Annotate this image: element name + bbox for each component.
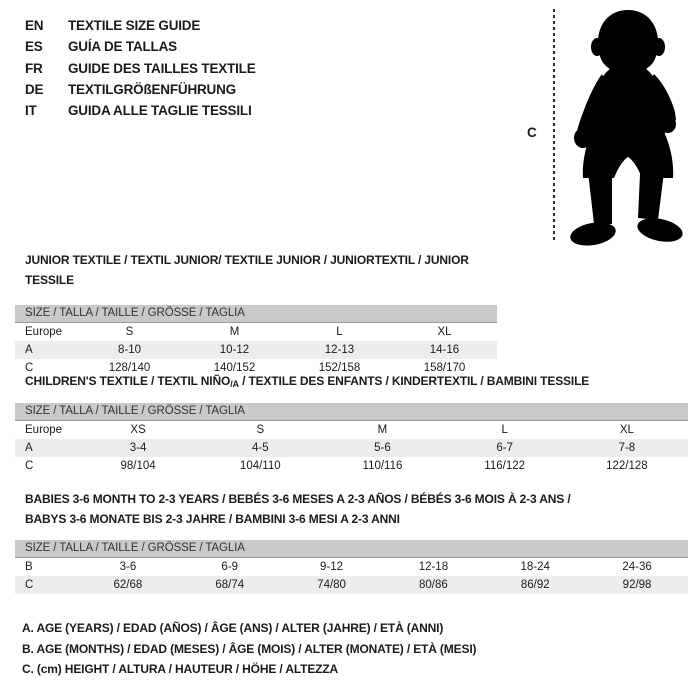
language-title: GUIDA ALLE TAGLIE TESSILI [68, 103, 252, 119]
size-value: 9-12 [320, 560, 344, 573]
size-value: S [256, 423, 265, 436]
size-header: SIZE / TALLA / TAILLE / GRÖSSE / TAGLIA [15, 540, 688, 558]
table-row [15, 439, 688, 457]
table-title-line: BABYS 3-6 MONATE BIS 2-3 JAHRE / BAMBINI 3-6 MESI A 2-3 ANNI [25, 512, 400, 526]
size-value: 92/98 [622, 578, 652, 591]
children-table-title [15, 371, 688, 394]
size-value: 6-9 [221, 560, 239, 573]
size-value: 116/122 [484, 459, 526, 472]
table-row [15, 421, 688, 439]
row-label: C [25, 361, 34, 374]
size-value: 158/170 [423, 361, 466, 374]
size-value: 18-24 [520, 560, 550, 573]
size-value: XL [619, 423, 634, 436]
babies-size-table [15, 540, 688, 594]
size-value: L [336, 325, 343, 338]
language-row [25, 58, 256, 79]
row-label: C [25, 578, 34, 591]
size-value: 98/104 [120, 459, 156, 472]
size-value: 74/80 [317, 578, 346, 591]
row-label: B [25, 560, 33, 573]
language-title: TEXTILGRÖßENFÜHRUNG [68, 81, 236, 97]
footnote-b: B. AGE (MONTHS) / EDAD (MESES) / ÂGE (MOIS) / ALTER (MONATE) / ETÀ (MESI) [22, 641, 477, 656]
size-value: L [501, 423, 508, 436]
size-value: 6-7 [496, 441, 513, 454]
language-title: GUIDE DES TAILLES TEXTILE [68, 60, 256, 76]
size-header: SIZE / TALLA / TAILLE / GRÖSSE / TAGLIA [15, 403, 688, 421]
size-value: 12-13 [324, 343, 355, 356]
baby-silhouette-icon [560, 8, 695, 250]
table-row [15, 323, 497, 341]
table-row [15, 457, 688, 475]
footnote-a: A. AGE (YEARS) / EDAD (AÑOS) / ÂGE (ANS) / ALTER (JAHRE) / ETÀ (ANNI) [22, 621, 444, 635]
row-label: C [25, 459, 34, 472]
size-value: 8-10 [117, 343, 142, 356]
children-table-section [15, 371, 688, 475]
size-value: 3-6 [119, 560, 137, 573]
row-label: Europe [25, 325, 63, 338]
size-value: 152/158 [318, 361, 361, 374]
size-value: M [229, 325, 240, 338]
language-title: TEXTILE SIZE GUIDE [68, 18, 201, 33]
size-value: 128/140 [108, 361, 151, 374]
junior-size-table [15, 305, 497, 377]
size-value: S [125, 325, 134, 338]
size-value: XL [437, 325, 452, 338]
size-value: 4-5 [251, 441, 269, 454]
table-row [15, 558, 688, 576]
table-title-line: CHILDREN'S TEXTILE / TEXTIL $NIÑO_{/A}$ / TEXTILE DES ENFANTS / KINDERTEXTIL / BAMBINI TESSILE [25, 374, 590, 389]
language-code: FR [25, 60, 43, 76]
language-row [25, 79, 256, 100]
babies-table-section [15, 489, 688, 594]
size-value: 80/86 [419, 578, 448, 591]
size-value: 24-36 [622, 560, 652, 573]
size-value: 12-18 [418, 560, 449, 573]
table-title-line: BABIES 3-6 MONTH TO 2-3 YEARS / BEBÉS 3-6 MESES A 2-3 AÑOS / BÉBÉS 3-6 MOIS À 2-3 ANS / [25, 492, 571, 506]
table-title-line: JUNIOR TEXTILE / TEXTIL JUNIOR/ TEXTILE JUNIOR / JUNIORTEXTIL / JUNIOR TESSILE [25, 253, 469, 287]
size-value: 68/74 [215, 578, 245, 591]
language-row [25, 36, 256, 57]
language-code: ES [25, 39, 43, 55]
size-value: 86/92 [520, 578, 550, 591]
babies-table-title [15, 489, 688, 529]
size-value: 7-8 [618, 441, 636, 454]
measure-label-c: C [527, 125, 537, 140]
footnote-c: C. (cm) HEIGHT / ALTURA / HAUTEUR / HÖHE / ALTEZZA [22, 662, 339, 676]
footnotes [22, 618, 476, 680]
height-measure-line [553, 9, 555, 243]
language-code: DE [25, 81, 44, 97]
size-value: 14-16 [429, 343, 460, 356]
language-title: GUÍA DE TALLAS [68, 39, 177, 55]
size-value: 3-4 [129, 441, 147, 454]
size-value: XS [130, 423, 146, 436]
size-value: 110/116 [362, 459, 403, 472]
size-value: 62/68 [113, 578, 143, 591]
table-row [15, 341, 497, 359]
size-value: 140/152 [213, 361, 256, 374]
row-label: Europe [25, 423, 63, 436]
size-value: 5-6 [374, 441, 391, 454]
language-row [25, 15, 256, 36]
size-value: 10-12 [219, 343, 250, 356]
children-size-table [15, 403, 688, 475]
size-header: SIZE / TALLA / TAILLE / GRÖSSE / TAGLIA [15, 305, 497, 323]
row-label: A [25, 343, 33, 356]
language-code: IT [25, 103, 37, 119]
size-value: M [377, 423, 388, 436]
table-row [15, 576, 688, 594]
language-row [25, 100, 256, 121]
row-label: A [25, 441, 33, 454]
size-value: 122/128 [606, 459, 648, 472]
language-code: EN [25, 18, 44, 33]
junior-table-section [15, 250, 497, 377]
junior-table-title [15, 250, 497, 290]
size-value: 104/110 [239, 459, 281, 472]
language-list [25, 15, 256, 121]
